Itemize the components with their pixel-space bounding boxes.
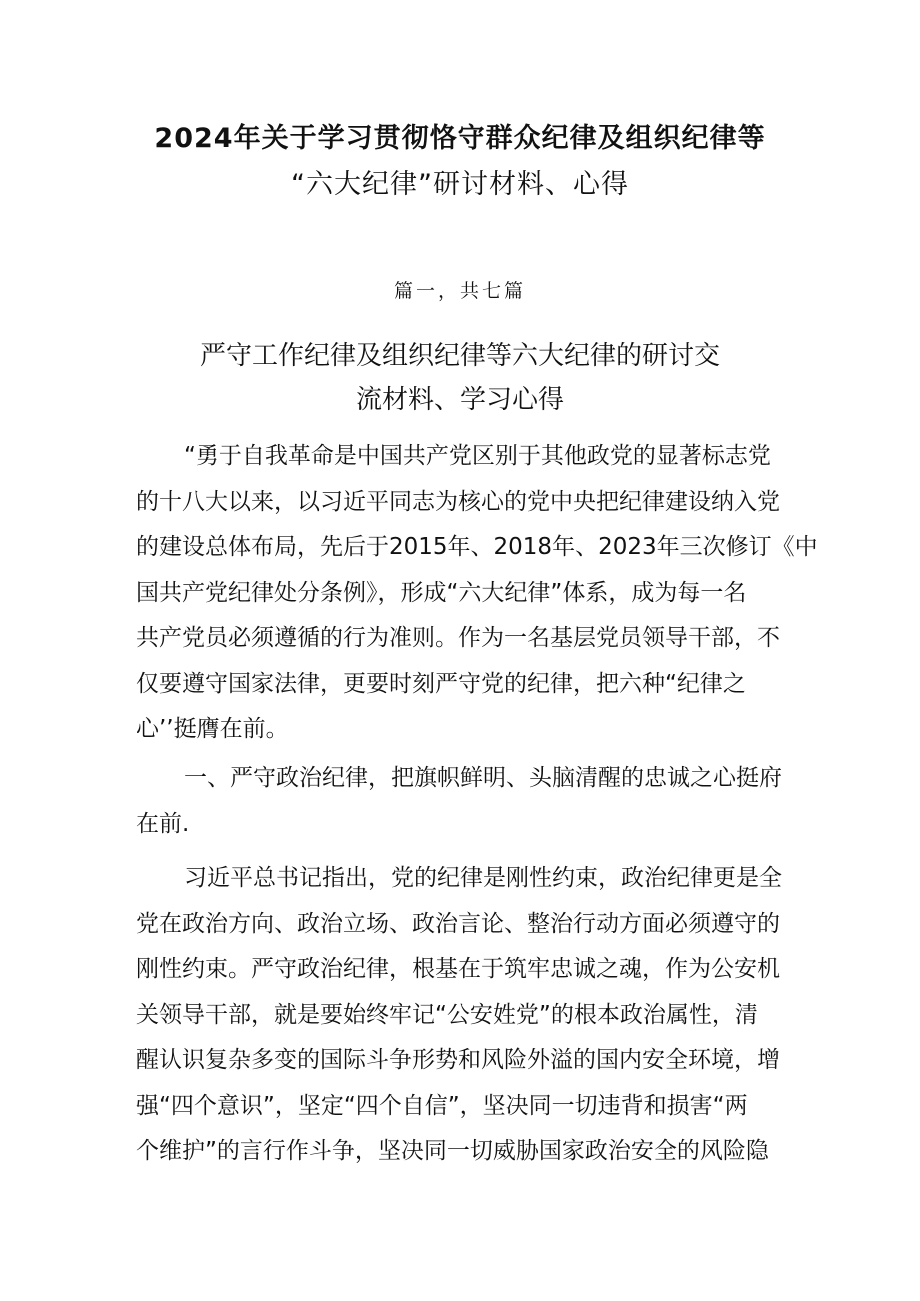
subtitle: 篇一，共七篇: [393, 280, 526, 302]
paragraph-line: 醒认识复杂多变的国际斗争形势和风险外溢的国内安全环境，增: [136, 1047, 780, 1073]
paragraph-3: [136, 856, 786, 1175]
paragraph-2: [136, 756, 786, 847]
paragraph-line: 个维护”的言行作斗争，坚决同一切威胁国家政治安全的风险隐: [136, 1138, 769, 1164]
paragraph-line: 仅要遵守国家法律，更要时刻严守党的纪律，把六种“纪律之: [136, 670, 746, 697]
paragraph-line: “勇于自我革命是中国共产党区别于其他政党的显著标志党: [184, 443, 771, 469]
paragraph-line: 党在政治方向、政治立场、政治言论、整治行动方面必须遵守的: [136, 910, 780, 937]
paragraph-1: [136, 434, 818, 753]
main-title-line-2: “六大纪律”研讨材料、心得: [291, 169, 629, 200]
paragraph-line: 关领导干部，就是要始终牢记“公安姓党”的根本政治属性，清: [136, 1001, 758, 1028]
section-title: [0, 334, 920, 422]
section-title-line-2: 流材料、学习心得: [355, 385, 564, 415]
paragraph-line: 的十八大以来，以习近平同志为核心的党中央把纪律建设纳入党: [136, 488, 780, 515]
paragraph-line: 一、严守政治纪律，把旗帜鲜明、头脑清醒的忠诚之心挺府: [184, 765, 782, 791]
paragraph-line: 习近平总书记指出，党的纪律是刚性约束，政治纪律更是全: [184, 865, 782, 891]
section-title-line-1: 严守工作纪律及组织纪律等六大纪律的研讨交: [199, 341, 720, 371]
paragraph-line: 共产党员必须遵循的行为准则。作为一名基层党员领导干部，不: [136, 625, 780, 651]
main-title-line-1: 2024年关于学习贯彻恪守群众纪律及组织纪律等: [154, 123, 766, 154]
paragraph-line: 国共产党纪律处分条例》，形成“六大纪律”体系，成为每一名: [136, 579, 747, 606]
paragraph-line: 心’’挺膺在前。: [136, 716, 289, 742]
main-title: [0, 116, 920, 208]
paragraph-line: 的建设总体布局，先后于2015年、2018年、2023年三次修订《中: [136, 534, 818, 560]
paragraph-line: 刚性约束。严守政治纪律，根基在于筑牢忠诚之魂，作为公安机: [136, 956, 780, 982]
paragraph-line: 在前.: [136, 810, 190, 837]
paragraph-line: 强“四个意识”，坚定“四个自信”，坚决同一切违背和损害“两: [136, 1092, 748, 1119]
